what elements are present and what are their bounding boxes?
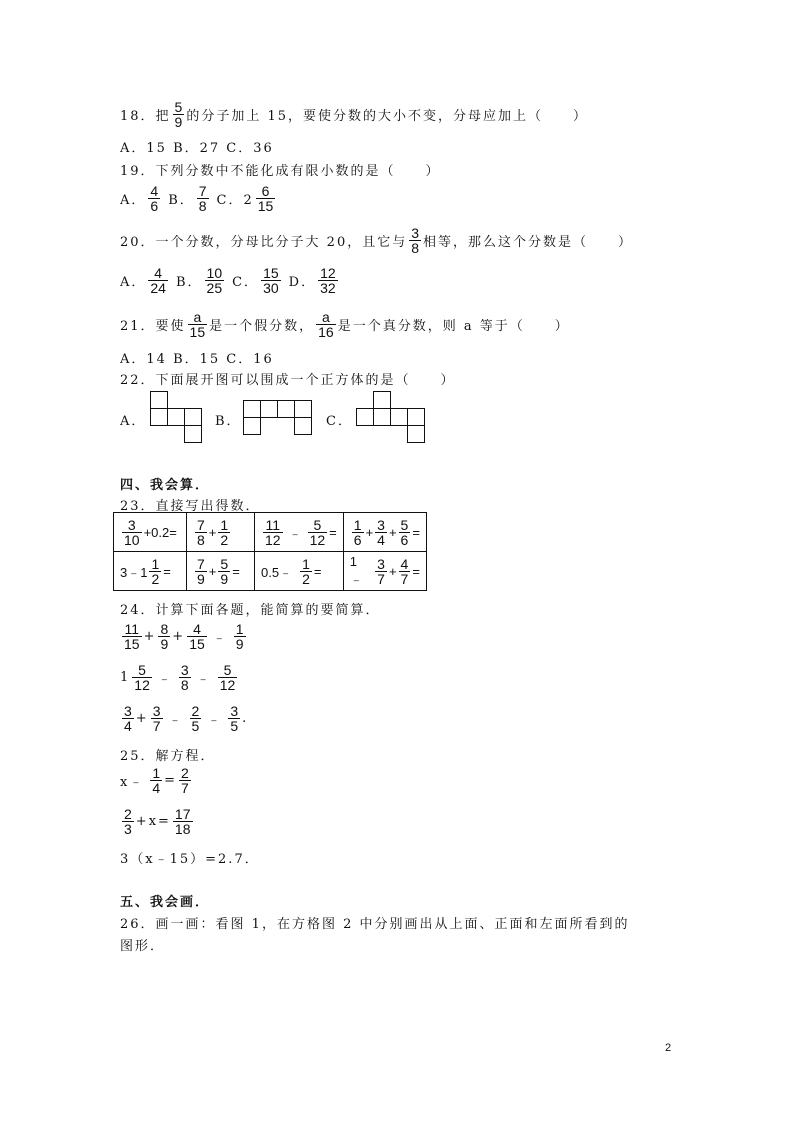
calc-cell-6: 7 9 + 5 9 = <box>197 555 240 587</box>
q22-option-a-label: A． <box>120 414 147 429</box>
question-19: 19．下列分数中不能化成有限小数的是（ ） <box>120 164 441 179</box>
section-4-heading: 四、我会算． <box>120 478 211 493</box>
calc-cell-8: 1﹣ 3 7 + 4 7 = <box>349 554 420 587</box>
question-25: 25．解方程． <box>120 749 216 764</box>
question-24: 24．计算下面各题，能简算的要简算． <box>120 603 381 618</box>
question-22: 22．下面展开图可以围成一个正方体的是（ ） <box>120 373 456 388</box>
calc-cell-7: 0.5﹣ 1 2 = <box>261 555 322 587</box>
question-26-line-2: 图形． <box>120 939 166 954</box>
calc-cell-2: 7 8 + 1 2 <box>197 516 229 548</box>
q23-calc-table <box>113 512 427 591</box>
question-23: 23．直接写出得数． <box>120 499 261 514</box>
q20-option-a-fraction: 4 24 <box>150 265 166 296</box>
q21-options: A．14 B．15 C．16 <box>120 352 274 367</box>
calc-cell-3: 11 12 ﹣ 5 12 = <box>265 516 337 548</box>
question-20: 20．一个分数，分母比分子大 20，且它与 3 8 相等，那么这个分数是（ ） <box>120 225 634 256</box>
calc-cell-4: 1 6 + 3 4 + 5 6 = <box>353 516 420 548</box>
q19-option-b-fraction: 7 8 <box>198 183 207 214</box>
question-26-line-1: 26．画一画：看图 1，在方格图 2 中分别画出从上面、正面和左面所看到的 <box>120 917 630 932</box>
q24-expression-3: 3 4 + 3 7 ﹣ 2 5 ﹣ 3 5 . <box>124 703 249 734</box>
q25-equation-2: 2 3 +x= 17 18 <box>124 806 191 837</box>
q18-text: 的分子加上 15，要使分数的大小不变，分母应加上（ ） <box>186 109 589 124</box>
q21-fraction-1: a 15 <box>189 309 206 340</box>
calc-cell-5: 3﹣1 1 2 = <box>120 555 171 587</box>
q20-option-b-fraction: 10 25 <box>206 265 223 296</box>
q20-fraction: 3 8 <box>411 225 420 256</box>
q22-option-b-label: B． <box>215 414 242 429</box>
q19-option-a-fraction: 4 6 <box>150 183 159 214</box>
q25-equation-1: x﹣ 1 4 = 2 7 <box>120 765 189 796</box>
q20-option-d-fraction: 12 32 <box>320 265 336 296</box>
q25-equation-3: 3（x﹣15）=2.7． <box>120 852 260 867</box>
q20-option-c-fraction: 15 30 <box>263 265 279 296</box>
q20-options: A． 4 24 B． 10 25 C． 15 30 D． 12 32 <box>120 265 336 296</box>
q18-number: 18．把 <box>120 109 171 124</box>
calc-cell-1: 3 10 +0.2= <box>124 516 177 548</box>
section-5-heading: 五、我会画． <box>120 895 211 910</box>
q21-fraction-2: a 16 <box>318 309 334 340</box>
q24-expression-1: 11 15 + 8 9 + 4 15 ﹣ 1 9 <box>124 621 244 652</box>
q18-fraction: 5 9 <box>174 99 183 130</box>
page-number: 2 <box>665 1042 672 1054</box>
question-21: 21．要使 a 15 是一个假分数， a 16 是一个真分数，则 a 等于（ ） <box>120 309 570 340</box>
q19-option-c-fraction: 6 15 <box>257 183 274 214</box>
q24-expression-2: 1 5 12 ﹣ 3 8 ﹣ 5 12 <box>120 662 236 693</box>
question-18 <box>120 100 588 129</box>
q22-option-c-label: C． <box>326 414 353 429</box>
q19-options: A． 4 6 B． 7 8 C．2 6 15 <box>120 183 274 214</box>
q18-options: A．15 B．27 C．36 <box>120 141 274 156</box>
